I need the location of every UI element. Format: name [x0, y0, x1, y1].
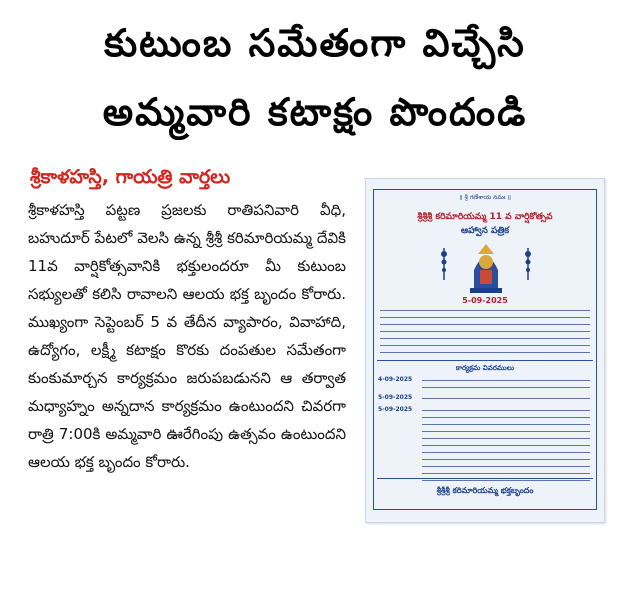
- card-divider-bottom: [377, 478, 593, 479]
- card-schedule-lines-2: [422, 398, 590, 405]
- headline-line-1: కుటుంబ సమేతంగా విచ్చేసి: [104, 21, 526, 65]
- card-schedule-lines-3: [422, 410, 590, 487]
- card-signature: శ్రీశ్రీశ్రీ కరిమారియమ్మ భక్తబృందం: [436, 486, 534, 495]
- card-divider: [377, 360, 593, 361]
- card-schedule-title: కార్యక్రమ వివరములు: [455, 364, 515, 372]
- card-date: 5-09-2025: [462, 296, 508, 305]
- card-schedule-date-2: 5-09-2025: [378, 394, 413, 401]
- card-schedule-lines-1: [422, 380, 590, 394]
- card-schedule-date-1: 4-09-2025: [378, 376, 413, 383]
- headline-line-2: అమ్మవారి కటాక్షం పొందండి: [102, 90, 528, 134]
- card-date-line: [378, 296, 592, 305]
- card-top-blessing: ॥ శ్రీ గణేశాయ నమః ॥: [459, 194, 511, 201]
- card-subtitle: ఆహ్వాన పత్రిక: [460, 226, 510, 236]
- byline: శ్రీకాళహస్తి, గాయత్రి వార్తలు: [30, 166, 231, 188]
- invitation-card-border: [373, 189, 597, 510]
- article-paragraph: శ్రీకాళహస్తి పట్టణ ప్రజలకు రాతిపనివారి వీధి, బహుదూర్ పేటలో వెలసి ఉన్న శ్రీశ్రీ కరిమారియమ్మ దేవికి 11వ వార్షికోత్సవానికి భక్తులందరూ మీ కుటుంబ సభ్యులతో కలిసి రావాలని ఆలయ భక్త బృందం కోరారు. ముఖ్యంగా సెప్టెంబర్ 5 వ తేదీన వ్యాపారం, వివాహాది, ఉద్యోగం, లక్ష్మీ కటాక్షం కొరకు దంపతుల సమేతంగా కుంకుమార్చన కార్యక్రమం జరుపబడునని ఆ తర్వాత మధ్యాహ్నం అన్నదాన కార్యక్రమం ఉంటుందని చివరగా రాత్రి 7:00కి అమ్మవారి ఊరేగింపు ఉత్సవం ఉంటుందని ఆలయ భక్త బృందం కోరారు.: [28, 201, 346, 471]
- invitation-card-image: [365, 178, 605, 523]
- article-body: [28, 196, 346, 476]
- deity-illustration: [426, 240, 546, 296]
- card-schedule-date-3: 5-09-2025: [378, 406, 413, 413]
- card-title: శ్రీశ్రీశ్రీ కరిమారియమ్మ 11 వ వార్షికోత్సవ: [417, 212, 553, 222]
- card-paragraph-lines: [380, 310, 590, 359]
